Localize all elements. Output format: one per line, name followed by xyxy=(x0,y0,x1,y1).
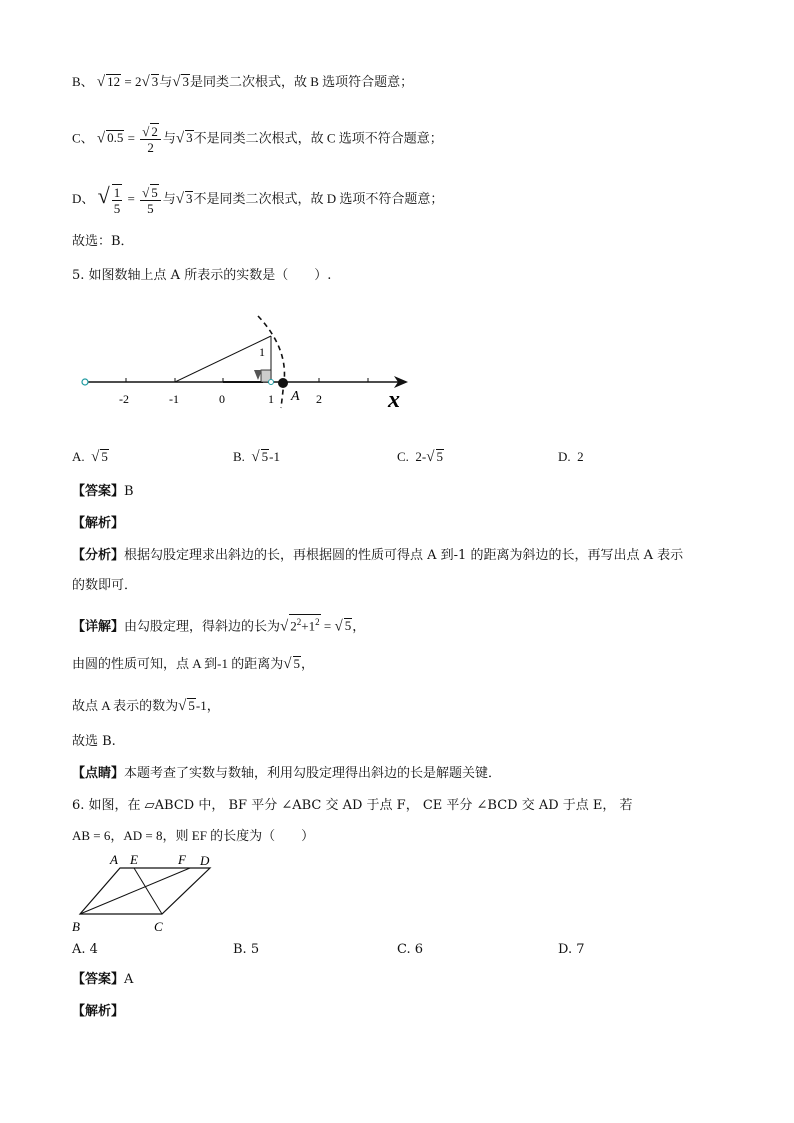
answer-value: A xyxy=(124,972,134,987)
q5-line-3: 故点 A 表示的数为√ 5-1， xyxy=(72,698,220,714)
q4-b-prefix: B、 xyxy=(72,74,94,89)
option-radicand: 5 xyxy=(101,449,108,464)
q4-option-b-line: B、 √ 12 = 2√ 3与√ 3是同类二次根式，故 B 选项符合题意； xyxy=(72,74,414,90)
q5-option-d xyxy=(558,447,584,467)
q4-answer: 故选：B． xyxy=(72,234,134,249)
option-radicand: 5 xyxy=(436,449,443,464)
q4-d-text: 不是同类二次根式，故 D 选项不符合题意； xyxy=(193,190,444,206)
q4-d-prefix: D、 xyxy=(72,190,95,206)
q5-option-b: B. √ 5-1 xyxy=(233,449,280,465)
point-a-label: A xyxy=(291,389,300,404)
xiangjie-result: 5 xyxy=(344,618,352,634)
vertex-c-label: C xyxy=(154,919,163,934)
line2-text: 由圆的性质可知，点 A 到-1 的距离为 xyxy=(72,656,284,671)
vertex-a-label: A xyxy=(110,852,118,867)
q4-b-radicand-result: 3 xyxy=(151,74,159,89)
q5-stem: 5. 如图数轴上点 A 所表示的实数是（ ）. xyxy=(72,268,332,283)
option-radicand: 5 xyxy=(261,449,269,464)
line2-end: ， xyxy=(301,656,315,671)
line2-radicand: 5 xyxy=(293,656,300,671)
q5-analysis-tag: 【解析】 xyxy=(72,516,125,531)
answer-tag: 【答案】 xyxy=(72,484,125,499)
q4-d-fraction: $\frac{√ 5}{5}$ xyxy=(140,185,161,216)
option-label: B. xyxy=(233,449,245,464)
q4-c-radicand-compare: 3 xyxy=(186,130,193,146)
option-head: 2- xyxy=(415,449,427,464)
fenxi-text: 根据勾股定理求出斜边的长，再根据圆的性质可得点 A 到-1 的距离为斜边的长，再写出点 A 表示 xyxy=(124,548,684,563)
q4-d-equals: = xyxy=(124,190,139,206)
q4-c-frac-den: 2 xyxy=(147,140,154,155)
option-label: D. xyxy=(558,449,571,464)
q5-dianjing-line xyxy=(72,764,501,784)
option-label: A. xyxy=(72,449,85,464)
q6-option-d: D. 7 xyxy=(558,942,585,957)
dianjing-tag: 【点睛】 xyxy=(72,766,125,781)
bisector-ce xyxy=(134,868,162,914)
q5-option-c: C. 2-√ 5 xyxy=(397,449,443,465)
q4-b-radicand: 12 xyxy=(107,74,121,89)
q4-c-fraction: $\frac{√ 2}{2}$ xyxy=(140,124,161,155)
q4-c-frac-num: 2 xyxy=(151,124,158,139)
q4-c-radicand: 0.5 xyxy=(107,130,124,146)
q4-c-text: 不是同类二次根式，故 C 选项不符合题意； xyxy=(193,130,443,146)
q6-answer-line xyxy=(72,970,133,990)
xiangjie-end: ， xyxy=(352,618,366,634)
tick-label: 1 xyxy=(268,392,274,406)
point-a-marker xyxy=(278,378,288,388)
q6-option-b: B. 5 xyxy=(233,942,260,957)
answer-value: B xyxy=(124,484,134,499)
left-end-marker xyxy=(82,379,88,385)
tick-label: 0 xyxy=(219,392,225,406)
line3-radicand: 5 xyxy=(188,698,195,713)
answer-tag: 【答案】 xyxy=(72,972,125,987)
q4-c-with: 与 xyxy=(162,130,176,146)
q5-line-2: 由圆的性质可知，点 A 到-1 的距离为√ 5， xyxy=(72,656,315,672)
q5-option-a: A. √ 5 xyxy=(72,449,108,465)
expr-base-a: 2 xyxy=(290,618,297,634)
q5-fenxi-line-2: 的数即可． xyxy=(72,578,138,593)
option-tail: -1 xyxy=(269,449,280,464)
tick-label: -2 xyxy=(119,392,129,406)
tick-label: -1 xyxy=(169,392,179,406)
q4-d-root-num: 1 xyxy=(113,185,121,200)
q5-fenxi-line xyxy=(72,546,683,566)
line3-text: 故点 A 表示的数为 xyxy=(72,698,179,713)
q4-b-equals: = 2 xyxy=(121,74,142,89)
point-f-label: F xyxy=(178,852,186,867)
q6-stem-line-2: AB = 6，AD = 8，则 EF 的长度为（ ） xyxy=(72,828,315,843)
xiangjie-text: 由勾股定理，得斜边的长为 xyxy=(124,618,281,634)
option-value: 2 xyxy=(577,449,584,464)
point-e-label: E xyxy=(130,852,138,867)
bisector-bf xyxy=(80,868,190,914)
axis-x-label: x xyxy=(388,387,400,412)
q4-option-c-line: C、 √ 0.5 = $\frac{√ 2}{2}$ 与√ 3不是同类二次根式，故 C 选项不符合题意； xyxy=(72,124,443,155)
q4-d-with: 与 xyxy=(162,190,176,206)
line3-end: -1， xyxy=(195,698,220,713)
vertex-b-label: B xyxy=(72,919,80,934)
q6-stem-line-1: 6. 如图，在 ▱ABCD 中， BF 平分 ∠ABC 交 AD 于点 F， CE 平分 ∠BCD 交 AD 于点 E， 若 xyxy=(72,798,633,813)
dianjing-text: 本题考查了实数与数轴，利用勾股定理得出斜边的长是解题关键． xyxy=(124,766,502,781)
q4-b-radicand-compare: 3 xyxy=(182,74,189,89)
q4-c-prefix: C、 xyxy=(72,130,94,146)
q5-answer-line xyxy=(72,482,134,502)
point-one-marker xyxy=(269,380,274,385)
q5-number-line-figure xyxy=(78,308,418,412)
q4-b-text: 是同类二次根式，故 B 选项符合题意； xyxy=(189,74,414,89)
q4-d-radicand-compare: 3 xyxy=(185,190,193,206)
q4-c-equals: = xyxy=(124,130,139,146)
fenxi-tag: 【分析】 xyxy=(72,548,125,563)
vertex-d-label: D xyxy=(200,853,210,868)
expr-base-b: 1 xyxy=(308,618,316,634)
q5-line-4: 故选 B. xyxy=(72,734,116,749)
side-label: 1 xyxy=(259,345,265,359)
option-label: C. xyxy=(397,449,409,464)
q6-option-c: C. 6 xyxy=(397,942,424,957)
q6-analysis-tag: 【解析】 xyxy=(72,1004,125,1019)
tick-label: 2 xyxy=(316,392,322,406)
q4-d-root-fraction xyxy=(112,184,123,216)
parallelogram xyxy=(80,868,210,914)
xiangjie-equals: = xyxy=(320,618,335,634)
q4-d-frac-num: 5 xyxy=(151,184,158,200)
q5-xiangjie-line: 【详解】由勾股定理，得斜边的长为√ $2^2+1^2$ = √ 5， xyxy=(72,614,365,636)
q6-option-a: A. 4 xyxy=(72,942,98,957)
q4-d-frac-den: 5 xyxy=(147,200,154,216)
q4-d-root-den: 5 xyxy=(113,201,121,216)
q4-b-with: 与 xyxy=(159,74,173,89)
xiangjie-tag: 【详解】 xyxy=(72,618,125,634)
q6-parallelogram-figure xyxy=(72,850,222,936)
q4-option-d-line: D、 √ $\frac{1}{5}$ = $\frac{√ 5}{5}$ 与√ 3不是同类二次根式，故 D 选项不符合题意； xyxy=(72,182,444,216)
